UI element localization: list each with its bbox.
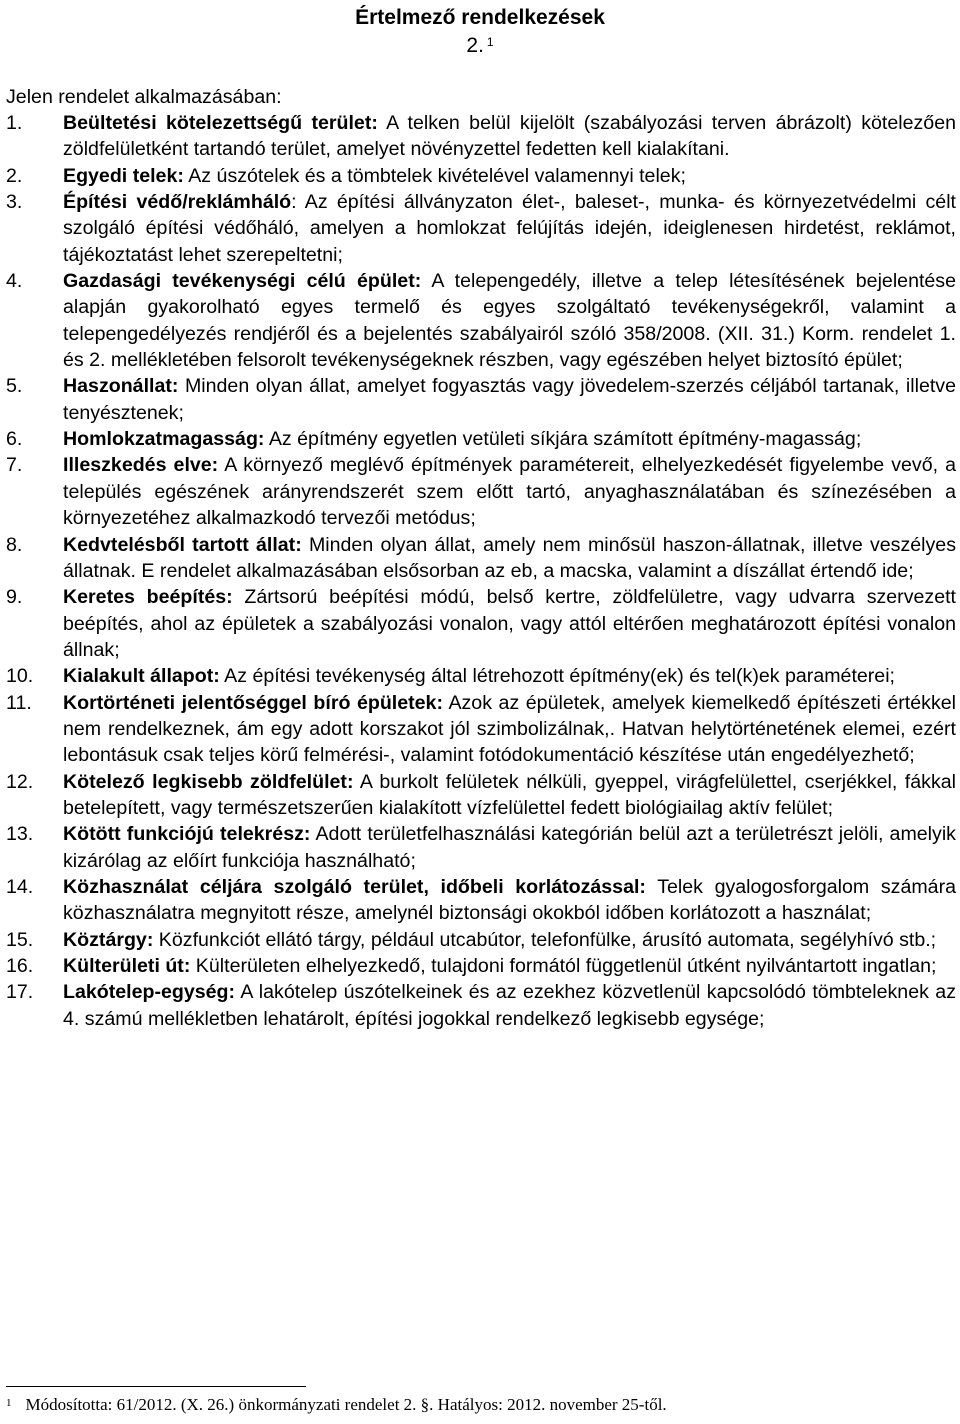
defined-term: Egyedi telek: — [63, 164, 184, 187]
defined-term: Köztárgy: — [63, 928, 154, 951]
item-number: 13. — [6, 823, 34, 846]
defined-term: Közhasználat céljára szolgáló terület, időbeli korlátozással: — [63, 875, 646, 898]
defined-term: Kedvtelésből tartott állat: — [63, 533, 302, 556]
definition-text: Zártsorú beépítési módú, belső kertre, zöldfelületre, vagy udvarra szervezett beépítés, ahol az épületek a szabályozási vonalon, vagy attól eltérően meghatározott építési vonalon állnak; — [63, 586, 956, 661]
defined-term: Építési védő/reklámháló — [63, 191, 292, 214]
definition-item — [6, 769, 956, 822]
item-number: 1. — [6, 112, 23, 134]
definition-item — [6, 874, 956, 927]
footnote — [6, 1394, 667, 1416]
definition-text: A burkolt felületek nélküli, gyeppel, virágfelülettel, cserjékkel, fákkal betelepített, vagy természetszerűen kialakított vízfelülettel fedett biológiailag aktív felület; — [63, 770, 956, 819]
definition-text: Az építmény egyetlen vetületi síkjára számított építmény-magasság; — [264, 428, 862, 451]
definition-text: : Az építési állványzaton élet-, baleset-, munka- és környezetvédelmi célt szolgáló építési védőháló, amelyen a homlokzat felújítás idején, ideiglenesen hirdetést, reklámot, tájékoztatást lehet szerepeltetni; — [63, 191, 956, 266]
definitions-list — [6, 110, 956, 1032]
intro-text: Jelen rendelet alkalmazásában: — [6, 86, 282, 108]
definition-item — [6, 110, 956, 163]
item-body — [63, 953, 956, 979]
defined-term: Illeszkedés elve: — [63, 454, 219, 477]
definition-text: A telken belül kijelölt (szabályozási terven ábrázolt) kötelezően zöldfelületként tartandó terület, amelyet növényzettel fedetten kell kialakítani. — [63, 112, 957, 161]
section-number — [0, 32, 960, 60]
item-body — [63, 268, 956, 373]
definition-item — [6, 532, 956, 585]
page-title: Értelmező rendelkezések — [355, 6, 605, 29]
item-body — [63, 163, 956, 189]
item-body — [63, 189, 956, 268]
item-body — [63, 532, 956, 585]
item-number: 3. — [6, 191, 23, 214]
item-number: 6. — [6, 428, 23, 451]
item-number: 7. — [6, 454, 23, 477]
definition-item — [6, 373, 956, 426]
item-number: 17. — [6, 981, 34, 1004]
definition-text: A telepengedély, illetve a telep létesítésének bejelentése alapján gyakorolható egyes termelő és egyes szolgáltató tevékenységekről, valamint a telepengedélyezés rendjéről és a bejelentés szabályairól szóló 358/2008. (XII. 31.) Korm. rendelet 1. és 2. mellékletében felsorolt tevékenységeknek részben, vagy egészében helyet biztosító épület; — [63, 270, 957, 372]
defined-term: Lakótelep-egység: — [63, 981, 236, 1004]
item-body — [63, 821, 956, 874]
defined-term: Külterületi út: — [63, 955, 191, 977]
item-number: 2. — [6, 164, 23, 187]
definition-item — [6, 979, 956, 1032]
section-label: 2. — [466, 34, 484, 57]
item-number: 16. — [6, 955, 34, 977]
item-number: 5. — [6, 375, 23, 398]
defined-term: Kialakult állapot: — [63, 665, 220, 688]
definition-item — [6, 663, 956, 689]
defined-term: Kortörténeti jelentőséggel bíró épületek: — [63, 691, 443, 714]
item-body — [63, 874, 956, 927]
defined-term: Homlokzatmagasság: — [63, 428, 265, 451]
item-body — [63, 426, 956, 452]
item-body — [63, 769, 956, 822]
item-body — [63, 979, 956, 1032]
footnote-separator — [6, 1386, 306, 1387]
definition-item — [6, 163, 956, 189]
defined-term: Kötelező legkisebb zöldfelület: — [63, 770, 354, 793]
definition-text: Telek gyalogosforgalom számára közhasználatra megnyitott része, amelynél biztonsági okokból időben korlátozott a használat; — [63, 875, 956, 925]
definition-text: Az építési tevékenység által létrehozott építmény(ek) és tel(k)ek paraméterei; — [219, 665, 895, 688]
definition-text: Külterületen elhelyezkedő, tulajdoni formától függetlenül útként nyilvántartott ingatlan; — [190, 955, 937, 977]
item-body — [63, 584, 956, 663]
definition-text: A környező meglévő építmények paramétereit, elhelyezkedését figyelembe vevő, a település egészének arányrendszerét szem előtt tartó, anyaghasználatában és színezésében a környezetéhez alkalmazkodó tervezői metódus; — [63, 454, 956, 530]
footnote-reference[interactable]: 1 — [486, 35, 494, 49]
item-number: 11. — [6, 691, 32, 714]
definition-text: Azok az épületek, amelyek kiemelkedő építészeti értékkel nem rendelkeznek, ám egy adott korszakot jól szimbolizálnak,. Hatvan helytörténetének elemei, ezért lebontásuk csak teljes körű felmérési-, valamint fotódokumentáció készítése után engedélyezhető; — [63, 691, 956, 767]
definition-item — [6, 189, 956, 268]
definition-item — [6, 927, 956, 953]
defined-term: Haszonállat: — [63, 375, 179, 398]
defined-term: Beültetési kötelezettségű terület: — [63, 112, 378, 134]
item-body — [63, 690, 956, 769]
definition-item — [6, 690, 956, 769]
definition-item — [6, 953, 956, 979]
definition-text: Minden olyan állat, amely nem minősül haszon-állatnak, illetve veszélyes állatnak. E rendelet alkalmazásában elsősorban az eb, a macska, valamint a díszállat értendő ide; — [63, 533, 956, 582]
item-body — [63, 927, 956, 953]
item-number: 12. — [6, 770, 34, 793]
footnote-text: Módosította: 61/2012. (X. 26.) önkormányzati rendelet 2. §. Hatályos: 2012. november 25-től. — [25, 1395, 667, 1414]
item-number: 15. — [6, 928, 34, 951]
footnote-mark: 1 — [6, 1397, 12, 1409]
item-body — [63, 452, 956, 531]
definition-item — [6, 426, 956, 452]
defined-term: Kötött funkciójú telekrész: — [63, 823, 311, 846]
definition-text: Minden olyan állat, amelyet fogyasztás vagy jövedelem-szerzés céljából tartanak, illetve tenyésztenek; — [63, 375, 956, 424]
definition-item — [6, 268, 956, 373]
definition-item — [6, 452, 956, 531]
item-number: 4. — [6, 270, 23, 293]
definition-item — [6, 821, 956, 874]
item-number: 14. — [6, 875, 34, 898]
definition-item — [6, 584, 956, 663]
item-number: 10. — [6, 665, 34, 688]
defined-term: Keretes beépítés: — [63, 586, 233, 609]
definition-text: Adott területfelhasználási kategórián belül azt a területrészt jelöli, amelyik kizárólag az előírt funkciója használható; — [63, 823, 956, 872]
item-number: 9. — [6, 586, 23, 609]
item-body — [63, 110, 956, 163]
definition-text: Közfunkciót ellátó tárgy, például utcabútor, telefonfülke, árusító automata, segélyhívó stb.; — [153, 928, 937, 951]
definition-text: A lakótelep úszótelkeinek és az ezekhez közvetlenül kapcsolódó tömbteleknek az 4. számú mellékletben lehatárolt, építési jogokkal rendelkező legkisebb egysége; — [63, 981, 956, 1030]
defined-term: Gazdasági tevékenységi célú épület: — [63, 270, 422, 293]
item-body — [63, 373, 956, 426]
item-number: 8. — [6, 533, 23, 556]
definition-text: Az úszótelek és a tömbtelek kivételével valamennyi telek; — [183, 164, 686, 187]
item-body — [63, 663, 956, 689]
